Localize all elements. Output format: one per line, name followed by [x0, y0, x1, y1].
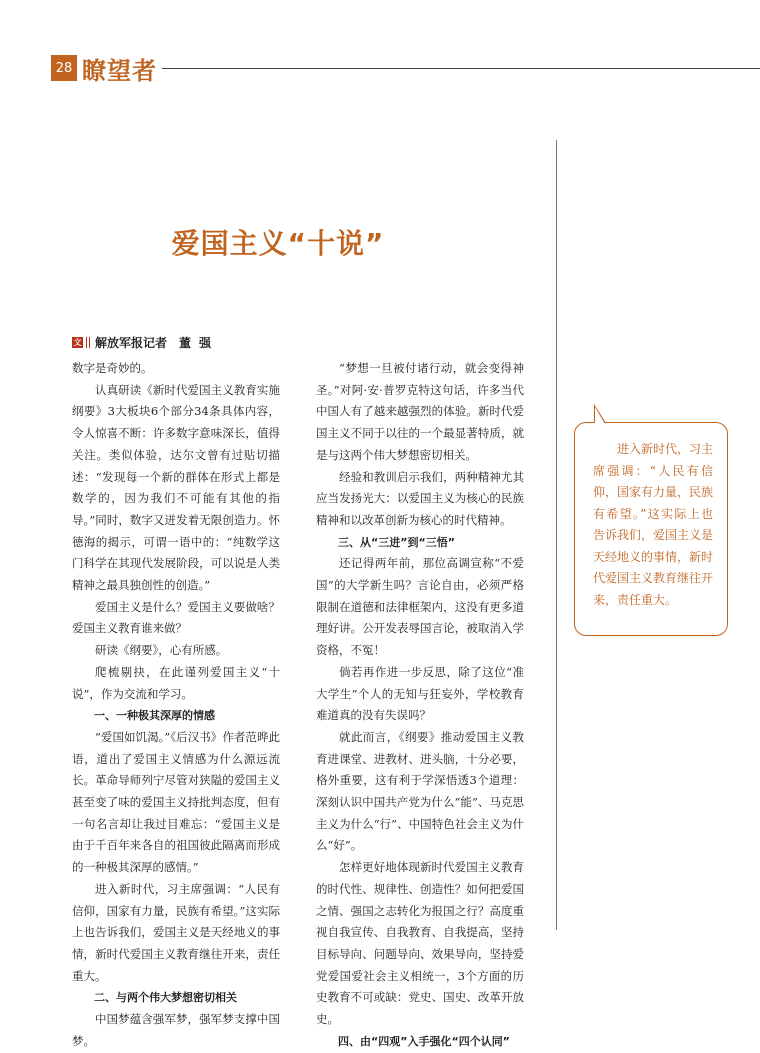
body-paragraph: 怎样更好地体现新时代爱国主义教育的时代性、规律性、创造性？如何把爱国之情、强国之志转化为报国之行？高度重视自我宣传、自我教育、自我提高，坚持目标导向、问题导向、效果导向，坚持爱党爱国爱社会主义相统一，3个方面的历史教育不可或缺：党史、国史、改革开放史。 [316, 860, 524, 1027]
pull-quote-text: 进入新时代，习主席强调：“人民有信仰，国家有力量，民族有希望。”这实际上也告诉我们，爱国主义是天经地义的事情，新时代爱国主义教育继往开来，责任重大。 [593, 442, 714, 607]
body-paragraph: 爱国主义是什么？爱国主义要做啥？爱国主义教育谁来做？ [72, 599, 280, 636]
byline-name: 董强 [179, 336, 220, 350]
column-divider [556, 140, 557, 930]
body-paragraph: 数字是奇妙的。 [72, 361, 153, 375]
byline [72, 334, 219, 351]
section-heading: 四、由“四观”入手强化“四个认同” [338, 1034, 510, 1048]
pull-quote-tail-inner [595, 407, 605, 424]
byline-role: 解放军报记者 [95, 336, 168, 350]
left-column [72, 358, 280, 1053]
body-paragraph: 进入新时代，习主席强调：“人民有信仰，国家有力量，民族有希望。”这实际上也告诉我们，爱国主义是天经地义的事情，新时代爱国主义教育继往开来，责任重大。 [72, 881, 280, 983]
magazine-name: 瞭望者 [82, 57, 157, 85]
body-paragraph: 就此而言，《纲要》推动爱国主义教育进课堂、进教材、进头脑，十分必要，格外重要，这有利于学深悟透3个道理：深刻认识中国共产党为什么“能”、马克思主义为什么“行”、中国特色社会主义为什么“好”。 [316, 729, 524, 853]
body-paragraph: 经验和教训启示我们，两种精神尤其应当发扬光大：以爱国主义为核心的民族精神和以改革创新为核心的时代精神。 [316, 469, 524, 527]
page-number: 28 [51, 55, 77, 81]
section-heading: 二、与两个伟大梦想密切相关 [94, 991, 237, 1005]
right-column [316, 358, 524, 1053]
body-paragraph: 还记得两年前，那位高调宣称“不爱国”的大学新生吗？言论自由，必须严格限制在道德和法律框架内，这没有更多道理好讲。公开发表辱国言论，被取消入学资格，不冤！ [316, 556, 524, 658]
body-paragraph: 倘若再作进一步反思，除了这位“准大学生”个人的无知与狂妄外，学校教育难道真的没有失误吗？ [316, 664, 524, 723]
byline-bars [86, 337, 90, 348]
body-paragraph: 中国梦蕴含强军梦，强军梦支撑中国梦。 [72, 1012, 280, 1048]
article-title: 爱国主义“十说” [171, 227, 385, 260]
byline-icon: 文 [73, 338, 82, 347]
header-rule [162, 68, 760, 69]
pull-quote-box [574, 422, 728, 636]
section-heading: 三、从“三进”到“三悟” [338, 535, 455, 549]
body-paragraph: 研读《纲要》，心有所感。 [95, 643, 228, 658]
body-paragraph: 爬梳剔抉，在此谨列爱国主义“十说”，作为交流和学习。 [72, 664, 280, 701]
body-paragraph: “梦想一旦被付诸行动，就会变得神圣。”对阿·安·普罗克特这句话，许多当代中国人有了越来越强烈的体验。新时代爱国主义不同于以往的一个最显著特质，就是与这两个伟大梦想密切相关。 [316, 361, 524, 462]
body-paragraph: “爱国如饥渴。”《后汉书》作者范晔此语，道出了爱国主义情感为什么源远流长。革命导师列宁尽管对狭隘的爱国主义甚至变了味的爱国主义持批判态度，但有一句名言却让我过目难忘：“爱国主义是由于千百年来各自的祖国彼此隔离而形成的一种极其深厚的感情。” [72, 729, 280, 875]
section-heading: 一、一种极其深厚的情感 [94, 709, 215, 723]
body-paragraph: 认真研读《新时代爱国主义教育实施纲要》3大板块6个部分34条具体内容，令人惊喜不断：许多数字意味深长，值得关注。类似体验，达尔文曾有过贴切描述：“发现每一个新的群体在形式上都是数学的，因为我们不可能有其他的指导。”同时，数字又迸发着无限创造力。怀德海的揭示，可谓一语中的：“纯数学这门科学在其现代发展阶段，可以说是人类精神之最具独创性的创造。” [72, 382, 280, 593]
